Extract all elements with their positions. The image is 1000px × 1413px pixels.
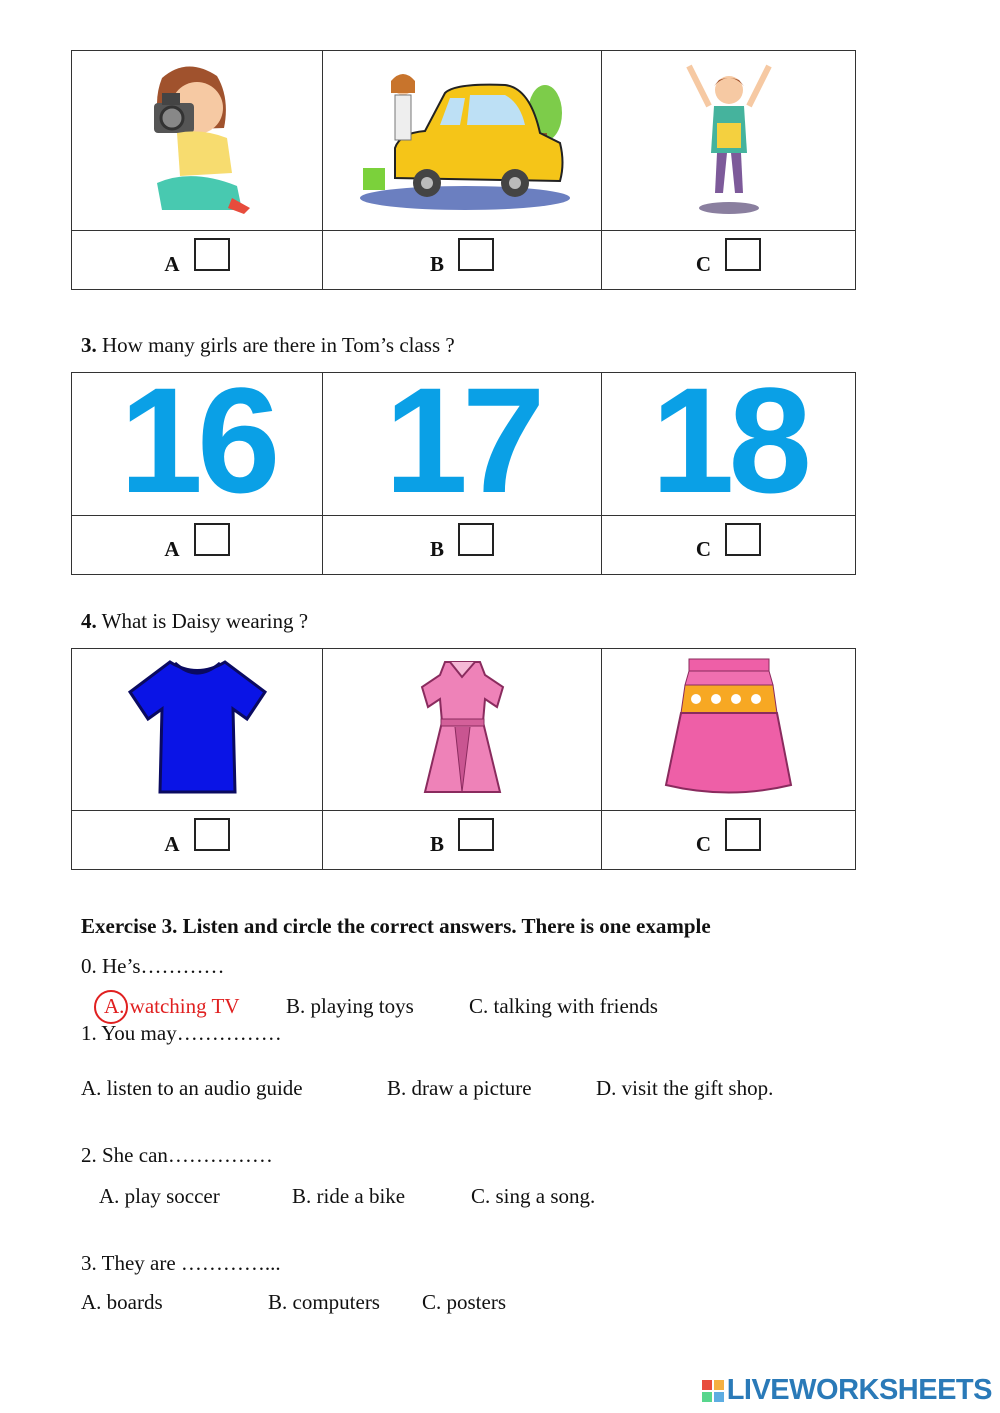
number-16-cell <box>72 356 323 524</box>
option-c-cell <box>602 516 856 575</box>
tshirt-icon <box>125 657 270 797</box>
checkbox-c[interactable] <box>725 523 761 556</box>
dress-icon <box>415 657 510 797</box>
option-a-cell <box>72 516 323 575</box>
option-b-cell <box>323 516 602 575</box>
item-3-answer-b[interactable]: B. computers <box>268 1290 380 1314</box>
item-0-answer-b[interactable]: B. playing toys <box>286 994 414 1018</box>
option-label: B <box>429 536 444 561</box>
question-4 <box>81 609 308 634</box>
item-0-answer-a[interactable] <box>104 994 240 1019</box>
checkbox-b[interactable] <box>458 818 494 851</box>
option-label: C <box>695 831 712 856</box>
item-3-answer-a[interactable]: A. boards <box>81 1290 163 1314</box>
item-3-stem: 3. They are …………... <box>81 1251 281 1275</box>
option-label: A <box>164 536 180 561</box>
number-17-cell <box>323 356 602 524</box>
checkbox-a[interactable] <box>194 818 230 851</box>
girl-taking-photo-icon <box>132 58 262 218</box>
option-label: C <box>695 251 712 276</box>
option-a-cell <box>72 811 323 870</box>
table-question-4 <box>71 648 856 870</box>
checkbox-b[interactable] <box>458 523 494 556</box>
image-girl-camera <box>72 51 323 231</box>
skirt-icon <box>661 655 796 800</box>
item-3-answer-c[interactable]: C. posters <box>422 1290 506 1314</box>
answer-text: A. watching TV <box>104 994 240 1018</box>
checkbox-b[interactable] <box>458 238 494 271</box>
item-1-answer-a[interactable]: A. listen to an audio guide <box>81 1076 303 1100</box>
checkbox-a[interactable] <box>194 523 230 556</box>
image-girl-jumping <box>602 51 856 231</box>
item-2-answer-c[interactable]: C. sing a song. <box>471 1184 596 1208</box>
question-3 <box>81 333 455 358</box>
image-skirt <box>602 649 856 811</box>
girl-washing-car-icon <box>355 63 570 213</box>
checkbox-a[interactable] <box>194 238 230 271</box>
option-b-cell <box>323 811 602 870</box>
item-0-answer-c[interactable]: C. talking with friends <box>469 994 658 1018</box>
question-text: What is Daisy wearing ? <box>101 609 309 633</box>
item-2-answer-b[interactable]: B. ride a bike <box>292 1184 406 1208</box>
logo-tiles-icon <box>702 1380 724 1402</box>
item-2-stem: 2. She can…………… <box>81 1143 273 1167</box>
image-tshirt <box>72 649 323 811</box>
question-number: 4. <box>81 609 97 633</box>
item-1-answer-b[interactable]: B. draw a picture <box>387 1076 532 1100</box>
girl-jumping-icon <box>679 58 779 218</box>
option-label: B <box>429 831 444 856</box>
checkbox-c[interactable] <box>725 818 761 851</box>
number-16: 16 <box>119 356 275 524</box>
exercise-3-heading: Exercise 3. Listen and circle the correct answers. There is one example <box>81 914 711 938</box>
answer-circle <box>94 990 128 1024</box>
number-17: 17 <box>384 356 540 524</box>
option-a-cell <box>72 231 323 290</box>
table-question-2 <box>71 50 856 290</box>
image-girl-washing-car <box>323 51 602 231</box>
number-18: 18 <box>651 356 806 524</box>
option-b-cell <box>323 231 602 290</box>
item-1-stem: 1. You may…………… <box>81 1021 282 1045</box>
question-text: How many girls are there in Tom’s class ? <box>102 333 455 357</box>
option-label: C <box>695 536 712 561</box>
option-c-cell <box>602 811 856 870</box>
item-2-answer-a[interactable]: A. play soccer <box>99 1184 220 1208</box>
liveworksheets-logo <box>702 1374 992 1407</box>
item-0-stem: 0. He’s………… <box>81 954 225 978</box>
image-dress <box>323 649 602 811</box>
table-question-3 <box>71 356 856 575</box>
option-label: A <box>164 251 180 276</box>
checkbox-c[interactable] <box>725 238 761 271</box>
number-18-cell <box>602 356 856 524</box>
logo-text: LIVEWORKSHEETS <box>726 1374 992 1406</box>
item-1-answer-d[interactable]: D. visit the gift shop. <box>596 1076 774 1100</box>
option-c-cell <box>602 231 856 290</box>
option-label: A <box>164 831 180 856</box>
option-label: B <box>429 251 444 276</box>
question-number: 3. <box>81 333 97 357</box>
